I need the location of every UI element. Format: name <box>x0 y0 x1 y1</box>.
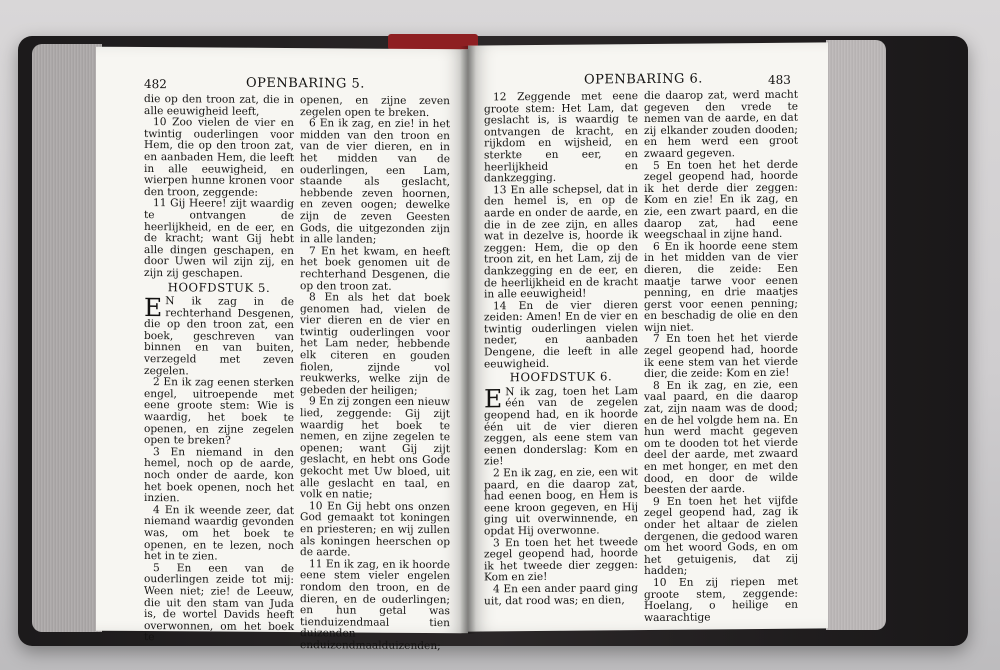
page-number-left: 482 <box>144 77 167 92</box>
verse: 5 En een van de ouderlingen zeide tot mij: Ween niet; zie! de Leeuw, die uit den stam van Juda is, de wortel Davids heeft overwonnen, om het boek te <box>144 561 294 644</box>
left-page <box>96 47 468 653</box>
chapter-heading: HOOFDSTUK 6. <box>509 369 613 385</box>
verse: 7 En het kwam, en heeft het boek genomen uit de rechterhand Desgenen, die op den troon zat. <box>300 244 450 293</box>
drop-cap: E <box>144 293 163 323</box>
running-head-right: OPENBARING 6. <box>584 71 703 88</box>
verse: 4 En een ander paard ging uit, dat rood was; en dien, <box>484 582 638 607</box>
verse: 6 En ik hoorde eene stem in het midden van de vier dieren, die zeide: Een maatje tarwe voor eenen penning, en drie maatjes gerst voor eenen penning; en beschadig de olie en den wijn niet. <box>644 239 798 334</box>
page-edges-left <box>32 44 102 632</box>
verse: 10 En zij riepen met groote stem, zeggende: Hoelang, o heilige en waarachtige <box>644 575 798 624</box>
book-gutter <box>460 46 476 634</box>
right-page-column-1 <box>484 91 638 628</box>
verse-continuation: die op den troon zat, die in alle eeuwigheid leeft, <box>144 93 294 118</box>
verse: 13 En alle schepsel, dat in den hemel is, en op de aarde en onder de aarde, en die in de zee zijn, en alles wat in dezelve is, hoorde ik zeggen: Hem, die op den troon zit, en het Lam, zij de dankzegging en de eer, en de heerlijkheid en de kracht in alle eeuwigheid! <box>484 182 638 301</box>
verse-text: N ik zag in de rechterhand Desgenen, die op den troon zat, een boek, geschreven van binnen en van buiten, verzegeld met zeven zegelen. <box>144 295 294 378</box>
verse: 11 En ik zag, en ik hoorde eene stem vieler engelen rondom den troon, en de dieren, en de ouderlingen; en hun getal was tienduizendmaal tien duizenden enduizendmaalduizenden; <box>300 557 450 653</box>
page-number-right: 483 <box>768 72 791 87</box>
page-edges-right <box>826 40 886 630</box>
verse: 14 En de vier dieren zeiden: Amen! En de vier en twintig ouderlingen vielen neder, en aanbaden Dengene, die leeft in alle eeuwigheid. <box>484 298 638 371</box>
verse: 2 En ik zag eenen sterken engel, uitroepende met eene groote stem: Wie is waardig, het boek te openen, en zijne zegelen open te breken? <box>144 376 294 447</box>
verse: 8 En ik zag, en zie, een vaal paard, en die daarop zat, zijn naam was de dood; en de hel volgde hem na. En hun werd macht gegeven om te dooden tot het vierde deel der aarde, met zwaard en met honger, en met den dood, en door de wilde beesten der aarde. <box>644 378 798 497</box>
verse: 9 En zij zongen een nieuw lied, zeggende: Gij zijt waardig het boek te nemen, en zijne zegelen te openen; want Gij zijt geslacht, en hebt ons Gode gekocht met Uw bloed, uit alle geslacht en taal, en volk en natie; <box>300 395 450 501</box>
verse: 7 En toen het het vierde zegel geopend had, hoorde ik eene stem van het vierde dier, die zeide: Kom en zie! <box>644 332 798 381</box>
running-head-left: OPENBARING 5. <box>246 75 365 92</box>
verse-text: N ik zag, toen het Lam één van de zegelen geopend had, en ik hoorde één uit de vier dieren zeggen, als eene stem van eenen donderslag: Kom en zie! <box>484 384 638 468</box>
right-page <box>468 42 828 631</box>
verse: 12 Zeggende met eene groote stem: Het Lam, dat geslacht is, is waardig te ontvangen de kracht, en rijkdom en wijsheid, en sterkte en eer, en heerlijkheid en dankzegging. <box>484 90 638 185</box>
verse: 6 En ik zag, en zie! in het midden van den troon en van de vier dieren, en in het midden van de ouderlingen, een Lam, staande als geslacht, hebbende zeven hoornen, en zeven oogen; dewelke zijn de zeven Geesten Gods, die uitgezonden zijn in alle landen; <box>300 117 450 246</box>
left-page-column-2 <box>300 94 450 653</box>
chapter-opening-verse <box>144 293 294 378</box>
verse: 3 En toen het het tweede zegel geopend had, hoorde ik het tweede dier zeggen: Kom en zie! <box>484 535 638 584</box>
verse-continuation: die daarop zat, werd macht gegeven den vrede te nemen van de aarde, en dat zij elkander zouden dooden; en hem werd een groot zwaard gegeven. <box>644 88 798 161</box>
verse: 8 En als het dat boek genomen had, vielen de vier dieren en de vier en twintig ouderlingen voor het Lam neder, hebbende elk citeren en gouden fiolen, zijnde vol reukwerks, welke zijn de gebeden der heiligen; <box>300 291 450 397</box>
chapter-heading: HOOFDSTUK 5. <box>167 279 271 295</box>
chapter-opening-verse <box>484 386 638 469</box>
verse: 11 Gij Heere! zijt waardig te ontvangen de heerlijkheid, en de eer, en de kracht; want Gij hebt alle dingen geschapen, en door Uwen wil zijn zij, en zijn zij geschapen. <box>144 197 294 280</box>
verse: 4 En ik weende zeer, dat niemand waardig gevonden was, om het boek te openen, en te lezen, noch het in te zien. <box>144 503 294 563</box>
drop-cap: E <box>484 384 503 414</box>
verse: 3 En niemand in den hemel, noch op de aarde, noch onder de aarde, kon het boek openen, noch het inzien. <box>144 445 294 505</box>
verse: 9 En toen het het vijfde zegel geopend had, zag ik onder het altaar de zielen dergenen, die gedood waren om het woord Gods, en om het getuigenis, dat zij hadden; <box>644 494 798 578</box>
verse: 10 En Gij hebt ons onzen God gemaakt tot koningen en priesteren; en wij zullen als koningen heerschen op de aarde. <box>300 499 450 559</box>
verse: 2 En ik zag, en zie, een wit paard, en die daarop zat, had eenen boog, en Hem is eene kroon gegeven, en Hij ging uit overwinnende, en opdat Hij overwonne. <box>484 466 638 538</box>
verse-continuation: openen, en zijne zeven zegelen open te breken. <box>300 94 450 119</box>
verse: 5 En toen het het derde zegel geopend had, hoorde ik het derde dier zeggen: Kom en zie! En ik zag, en zie, een zwart paard, en die daarop zat, had eene weegschaal in zijne hand. <box>644 158 798 242</box>
verse: 10 Zoo vielen de vier en twintig ouderlingen voor Hem, die op den troon zat, en aanbaden Hem, die leeft in alle eeuwigheid, en wierpen hunne kronen voor den troon, zeggende: <box>144 116 294 199</box>
left-page-column-1 <box>144 93 294 644</box>
right-page-column-2 <box>644 90 798 627</box>
